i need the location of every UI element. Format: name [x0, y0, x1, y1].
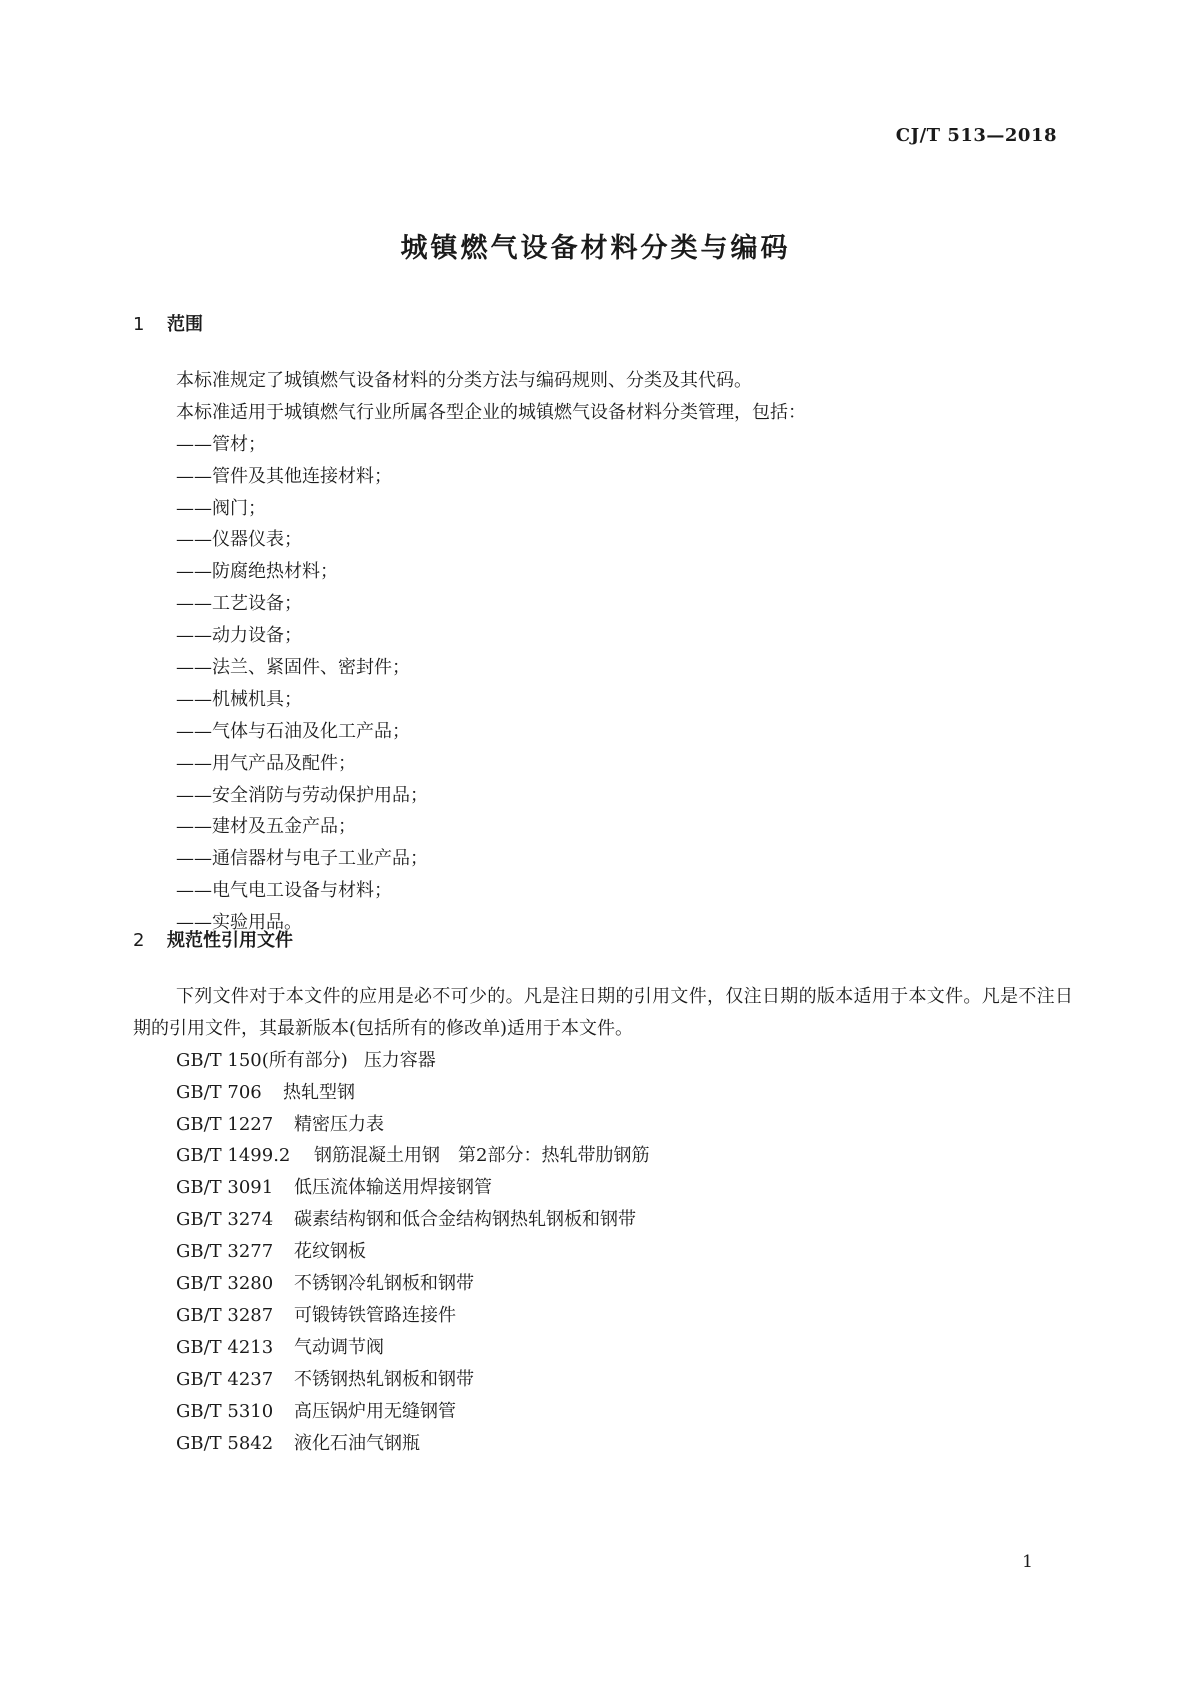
- list-item: ——仪器仪表；: [176, 529, 302, 551]
- reference-code: GB/T 706: [176, 1081, 262, 1103]
- reference-code: GB/T 4237: [176, 1368, 274, 1390]
- reference-code: GB/T 5310: [176, 1400, 274, 1422]
- section-2-heading: [133, 926, 293, 952]
- reference-item: [133, 1268, 1073, 1300]
- reference-title: 低压流体输送用焊接钢管: [294, 1177, 492, 1199]
- page-number: 1: [1022, 1552, 1033, 1572]
- standard-code: CJ/T 513—2018: [895, 125, 1057, 146]
- list-item: ——管材；: [176, 433, 266, 455]
- section-1-number: 1: [133, 314, 145, 335]
- reference-title: 不锈钢冷轧钢板和钢带: [294, 1273, 474, 1295]
- list-item: ——安全消防与劳动保护用品；: [176, 784, 428, 806]
- section-1-title: 范围: [167, 314, 203, 335]
- list-item: ——气体与石油及化工产品；: [176, 720, 410, 742]
- reference-code: GB/T 150(所有部分): [176, 1049, 348, 1071]
- list-item: ——管件及其他连接材料；: [176, 465, 392, 487]
- reference-title: 花纹钢板: [294, 1241, 366, 1263]
- reference-title: 液化石油气钢瓶: [294, 1432, 420, 1454]
- reference-title: 可锻铸铁管路连接件: [294, 1304, 456, 1326]
- scope-paragraph: 本标准规定了城镇燃气设备材料的分类方法与编码规则、分类及其代码。: [176, 370, 752, 391]
- reference-code: GB/T 3274: [176, 1209, 274, 1231]
- scope-paragraph: 本标准适用于城镇燃气行业所属各型企业的城镇燃气设备材料分类管理，包括：: [176, 401, 806, 423]
- reference-title: 热轧型钢: [283, 1081, 355, 1103]
- reference-item: [133, 1140, 1073, 1172]
- reference-item: [133, 1204, 1073, 1236]
- reference-title: 碳素结构钢和低合金结构钢热轧钢板和钢带: [294, 1209, 636, 1231]
- document-title: 城镇燃气设备材料分类与编码: [400, 233, 791, 264]
- reference-title: 不锈钢热轧钢板和钢带: [294, 1368, 474, 1390]
- reference-item: [133, 1364, 1073, 1396]
- list-item: ——防腐绝热材料；: [176, 561, 338, 583]
- reference-title: 高压锅炉用无缝钢管: [294, 1400, 456, 1422]
- reference-item: [133, 1428, 1073, 1460]
- list-item: ——阀门；: [176, 497, 266, 519]
- section-2-body: [133, 981, 1073, 1459]
- reference-item: [133, 1300, 1073, 1332]
- list-item: ——用气产品及配件；: [176, 752, 356, 774]
- section-2-title: 规范性引用文件: [167, 930, 293, 951]
- section-1-body: [133, 365, 1073, 939]
- reference-code: GB/T 3280: [176, 1273, 274, 1295]
- list-item: ——电气电工设备与材料；: [176, 880, 392, 902]
- reference-item: [133, 1077, 1073, 1109]
- reference-code: GB/T 5842: [176, 1432, 274, 1454]
- reference-code: GB/T 3277: [176, 1241, 274, 1263]
- reference-code: GB/T 3091: [176, 1177, 274, 1199]
- reference-item: [133, 1332, 1073, 1364]
- list-item: ——建材及五金产品；: [176, 816, 356, 838]
- reference-item: [133, 1109, 1073, 1141]
- section-2-number: 2: [133, 930, 145, 951]
- list-item: ——机械机具；: [176, 688, 302, 710]
- reference-title: 压力容器: [363, 1049, 436, 1071]
- reference-title: 精密压力表: [294, 1113, 384, 1135]
- reference-code: GB/T 3287: [176, 1304, 274, 1326]
- list-item: ——通信器材与电子工业产品；: [176, 848, 428, 870]
- reference-item: [133, 1396, 1073, 1428]
- references-intro: 下列文件对于本文件的应用是必不可少的。凡是注日期的引用文件，仅注日期的版本适用于本文件。凡是不注日期的引用文件，其最新版本(包括所有的修改单)适用于本文件。: [133, 986, 1073, 1039]
- reference-code: GB/T 1499.2: [176, 1145, 291, 1167]
- list-item: ——法兰、紧固件、密封件；: [176, 657, 410, 679]
- reference-code: GB/T 4213: [176, 1336, 274, 1358]
- reference-code: GB/T 1227: [176, 1113, 274, 1135]
- section-1-heading: [133, 310, 203, 336]
- list-item: ——实验用品。: [176, 912, 302, 934]
- reference-title: 钢筋混凝土用钢 第2部分：热轧带肋钢筋: [314, 1145, 650, 1167]
- reference-title: 气动调节阀: [294, 1336, 384, 1358]
- reference-item: [133, 1045, 1073, 1077]
- reference-item: [133, 1236, 1073, 1268]
- reference-item: [133, 1172, 1073, 1204]
- list-item: ——工艺设备；: [176, 593, 302, 615]
- list-item: ——动力设备；: [176, 625, 302, 647]
